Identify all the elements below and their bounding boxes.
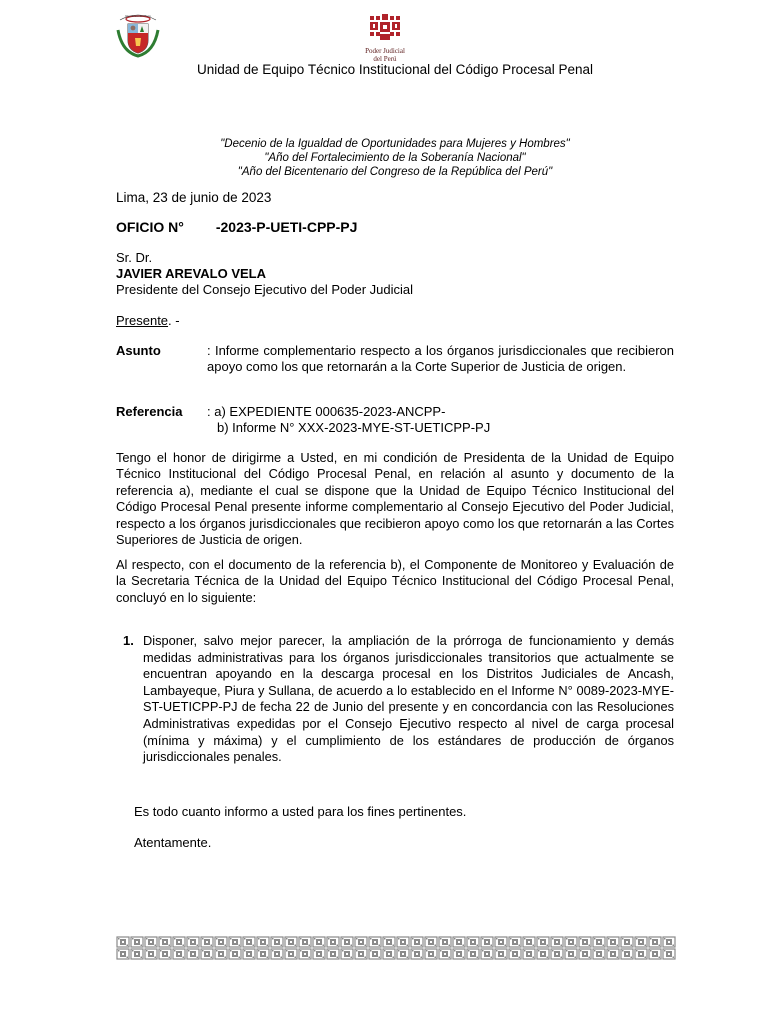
poder-judicial-caption-1: Poder Judicial [365,47,405,55]
poder-judicial-caption-2: del Perú [373,55,397,63]
decenio-line-3: "Año del Bicentenario del Congreso de la República del Perú" [237,166,553,178]
list-item-number: 1. [123,633,134,648]
oficio-heading [116,219,357,235]
presente-suffix: . - [168,313,180,328]
list-item-text: Disponer, salvo mejor parecer, la ampliación de la prórroga de funcionamiento y demás medidas administrativas para los órganos jurisdiccionales transitorios que actualmente se encuentran apoyando en la descarga procesal en los Distritos Judiciales de Ancash, Lambayeque, Piura y Sullana, de acuerdo a lo establecido en el Informe N° 0089-2023-MYE-ST-UETICPP-PJ de fecha 22 de Junio del presente y en concordancia con las Resoluciones Administrativas expedidas por el Consejo Ejecutivo respecto al nivel de carga procesal (mínima y máxima) y el cumplimiento de los estándares de producción de órganos jurisdiccionales penales. [143,633,674,765]
sign-off: Atentamente. [134,835,212,850]
coat-of-arms-caption: República del Perú [125,14,151,18]
letter-date: Lima, 23 de junio de 2023 [116,190,272,205]
recipient-title: Presidente del Consejo Ejecutivo del Poder Judicial [116,282,414,297]
closing-line: Es todo cuanto informo a usted para los fines pertinentes. [134,804,467,819]
referencia-label: Referencia [116,404,183,419]
paragraph-2: Al respecto, con el documento de la referencia b), el Componente de Monitoreo y Evaluación de la Secretaria Técnica de la Unidad del Equipo Técnico Institucional del Código Procesal Penal, concluyó en lo siguiente: [116,557,674,605]
poder-judicial-logo [355,14,415,62]
referencia-block [207,404,490,436]
asunto-label: Asunto [116,343,161,358]
poder-judicial-icon [355,14,415,44]
referencia-b: b) Informe N° XXX-2023-MYE-ST-UETICPP-PJ [217,420,491,435]
decenio-line-1: "Decenio de la Igualdad de Oportunidades para Mujeres y Hombres" [220,138,570,150]
salutation: Sr. Dr. [116,250,153,265]
presente-word: Presente [116,313,169,328]
decenio-line-2: "Año del Fortalecimiento de la Soberanía Nacional" [264,152,526,164]
asunto-text: : Informe complementario respecto a los órganos jurisdiccionales que recibieron apoyo como los que retornarán a la Corte Superior de Justicia de origen. [207,343,674,374]
poder-judicial-pattern-icon [116,936,676,960]
oficio-label: OFICIO N° [116,219,184,235]
recipient-name: JAVIER AREVALO VELA [116,266,267,281]
oficio-number: -2023-P-UETI-CPP-PJ [215,219,358,235]
unit-title: Unidad de Equipo Técnico Institucional del Código Procesal Penal [196,62,593,77]
paragraph-1: Tengo el honor de dirigirme a Usted, en mi condición de Presidenta de la Unidad de Equipo Técnico Institucional del Código Procesal Penal, en relación al asunto y documento de la referencia a), mediante el cual se dispone que la Unidad de Equipo Técnico Institucional del Código Procesal Penal presente informe complementario al Consejo Ejecutivo del Poder Judicial, respecto a los órganos jurisdiccionales que recibieron apoyo como los que retornarán a las Cortes Superiores de Justicia de origen. [116,450,674,548]
decenio-block [0,137,768,179]
recipient-block [116,250,413,298]
presente-line [116,313,180,328]
peru-coat-of-arms-icon [114,12,162,60]
referencia-a: : a) EXPEDIENTE 000635-2023-ANCPP- [207,404,446,419]
